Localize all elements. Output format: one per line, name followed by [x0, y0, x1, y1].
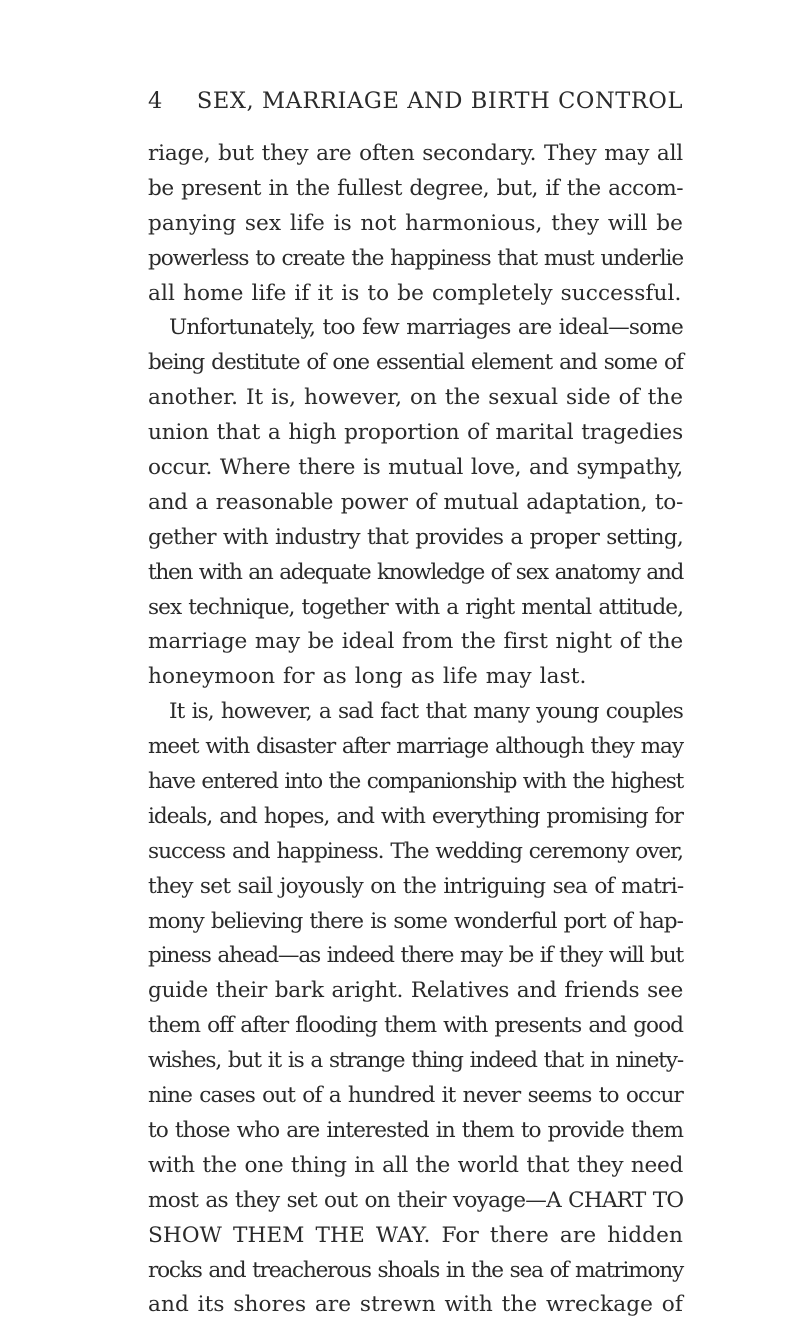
text-line: panying sex life is not harmonious, they will be — [148, 210, 683, 236]
text-line: they set sail joyously on the intriguing sea of matri- — [148, 873, 684, 899]
text-line: honeymoon for as long as life may last. — [148, 664, 587, 690]
text-line: wishes, but it is a strange thing indeed that in ninety- — [148, 1048, 683, 1074]
text-line: and its shores are strewn with the wreckage of — [148, 1292, 683, 1318]
text-line: riage, but they are often secondary. They may all — [148, 141, 683, 166]
text-line: rocks and treacherous shoals in the sea of matrimony — [148, 1257, 683, 1283]
text-line: all home life if it is to be completely successful. — [148, 280, 682, 306]
text-line: nine cases out of a hundred it never seems to occur — [148, 1083, 683, 1109]
text-line: It is, however, a sad fact that many young couples — [169, 699, 683, 725]
text-line: with the one thing in all the world that they need — [148, 1152, 683, 1178]
text-line: be present in the fullest degree, but, if the accom- — [148, 175, 683, 201]
text-line: marriage may be ideal from the first night of the — [148, 629, 683, 655]
text-line: and a reasonable power of mutual adaptation, to- — [148, 489, 683, 515]
text-line: most as they set out on their voyage—A CHART TO — [148, 1187, 684, 1213]
text-line: SHOW THEM THE WAY. For there are hidden — [148, 1222, 683, 1248]
text-line: sex technique, together with a right mental attitude, — [148, 594, 683, 620]
text-line: Unfortunately, too few marriages are ideal—some — [169, 315, 683, 341]
page-header — [148, 88, 683, 128]
text-line: union that a high proportion of marital tragedies — [148, 420, 683, 446]
running-title: SEX, MARRIAGE AND BIRTH CONTROL — [196, 88, 683, 114]
text-line: gether with industry that provides a proper setting, — [148, 524, 683, 550]
text-line: them off after flooding them with presents and good — [148, 1013, 683, 1039]
text-line: ideals, and hopes, and with everything promising for — [148, 803, 683, 829]
book-page — [148, 88, 683, 1323]
text-line: meet with disaster after marriage although they may — [148, 734, 683, 760]
text-line: being destitute of one essential element and some of — [148, 350, 683, 376]
text-line: piness ahead—as indeed there may be if they will but — [148, 943, 684, 969]
text-line: occur. Where there is mutual love, and sympathy, — [148, 455, 683, 481]
text-line: powerless to create the happiness that must underlie — [148, 245, 683, 271]
text-line: another. It is, however, on the sexual side of the — [148, 385, 683, 411]
text-line: have entered into the companionship with the highest — [148, 769, 683, 795]
text-line: to those who are interested in them to provide them — [148, 1117, 683, 1143]
body-text — [148, 137, 683, 1323]
text-line: success and happiness. The wedding ceremony over, — [148, 838, 683, 864]
page-number: 4 — [148, 88, 163, 114]
text-line: guide their bark aright. Relatives and friends see — [148, 978, 683, 1004]
text-line: mony believing there is some wonderful port of hap- — [148, 908, 683, 934]
text-line: then with an adequate knowledge of sex anatomy and — [148, 559, 683, 585]
